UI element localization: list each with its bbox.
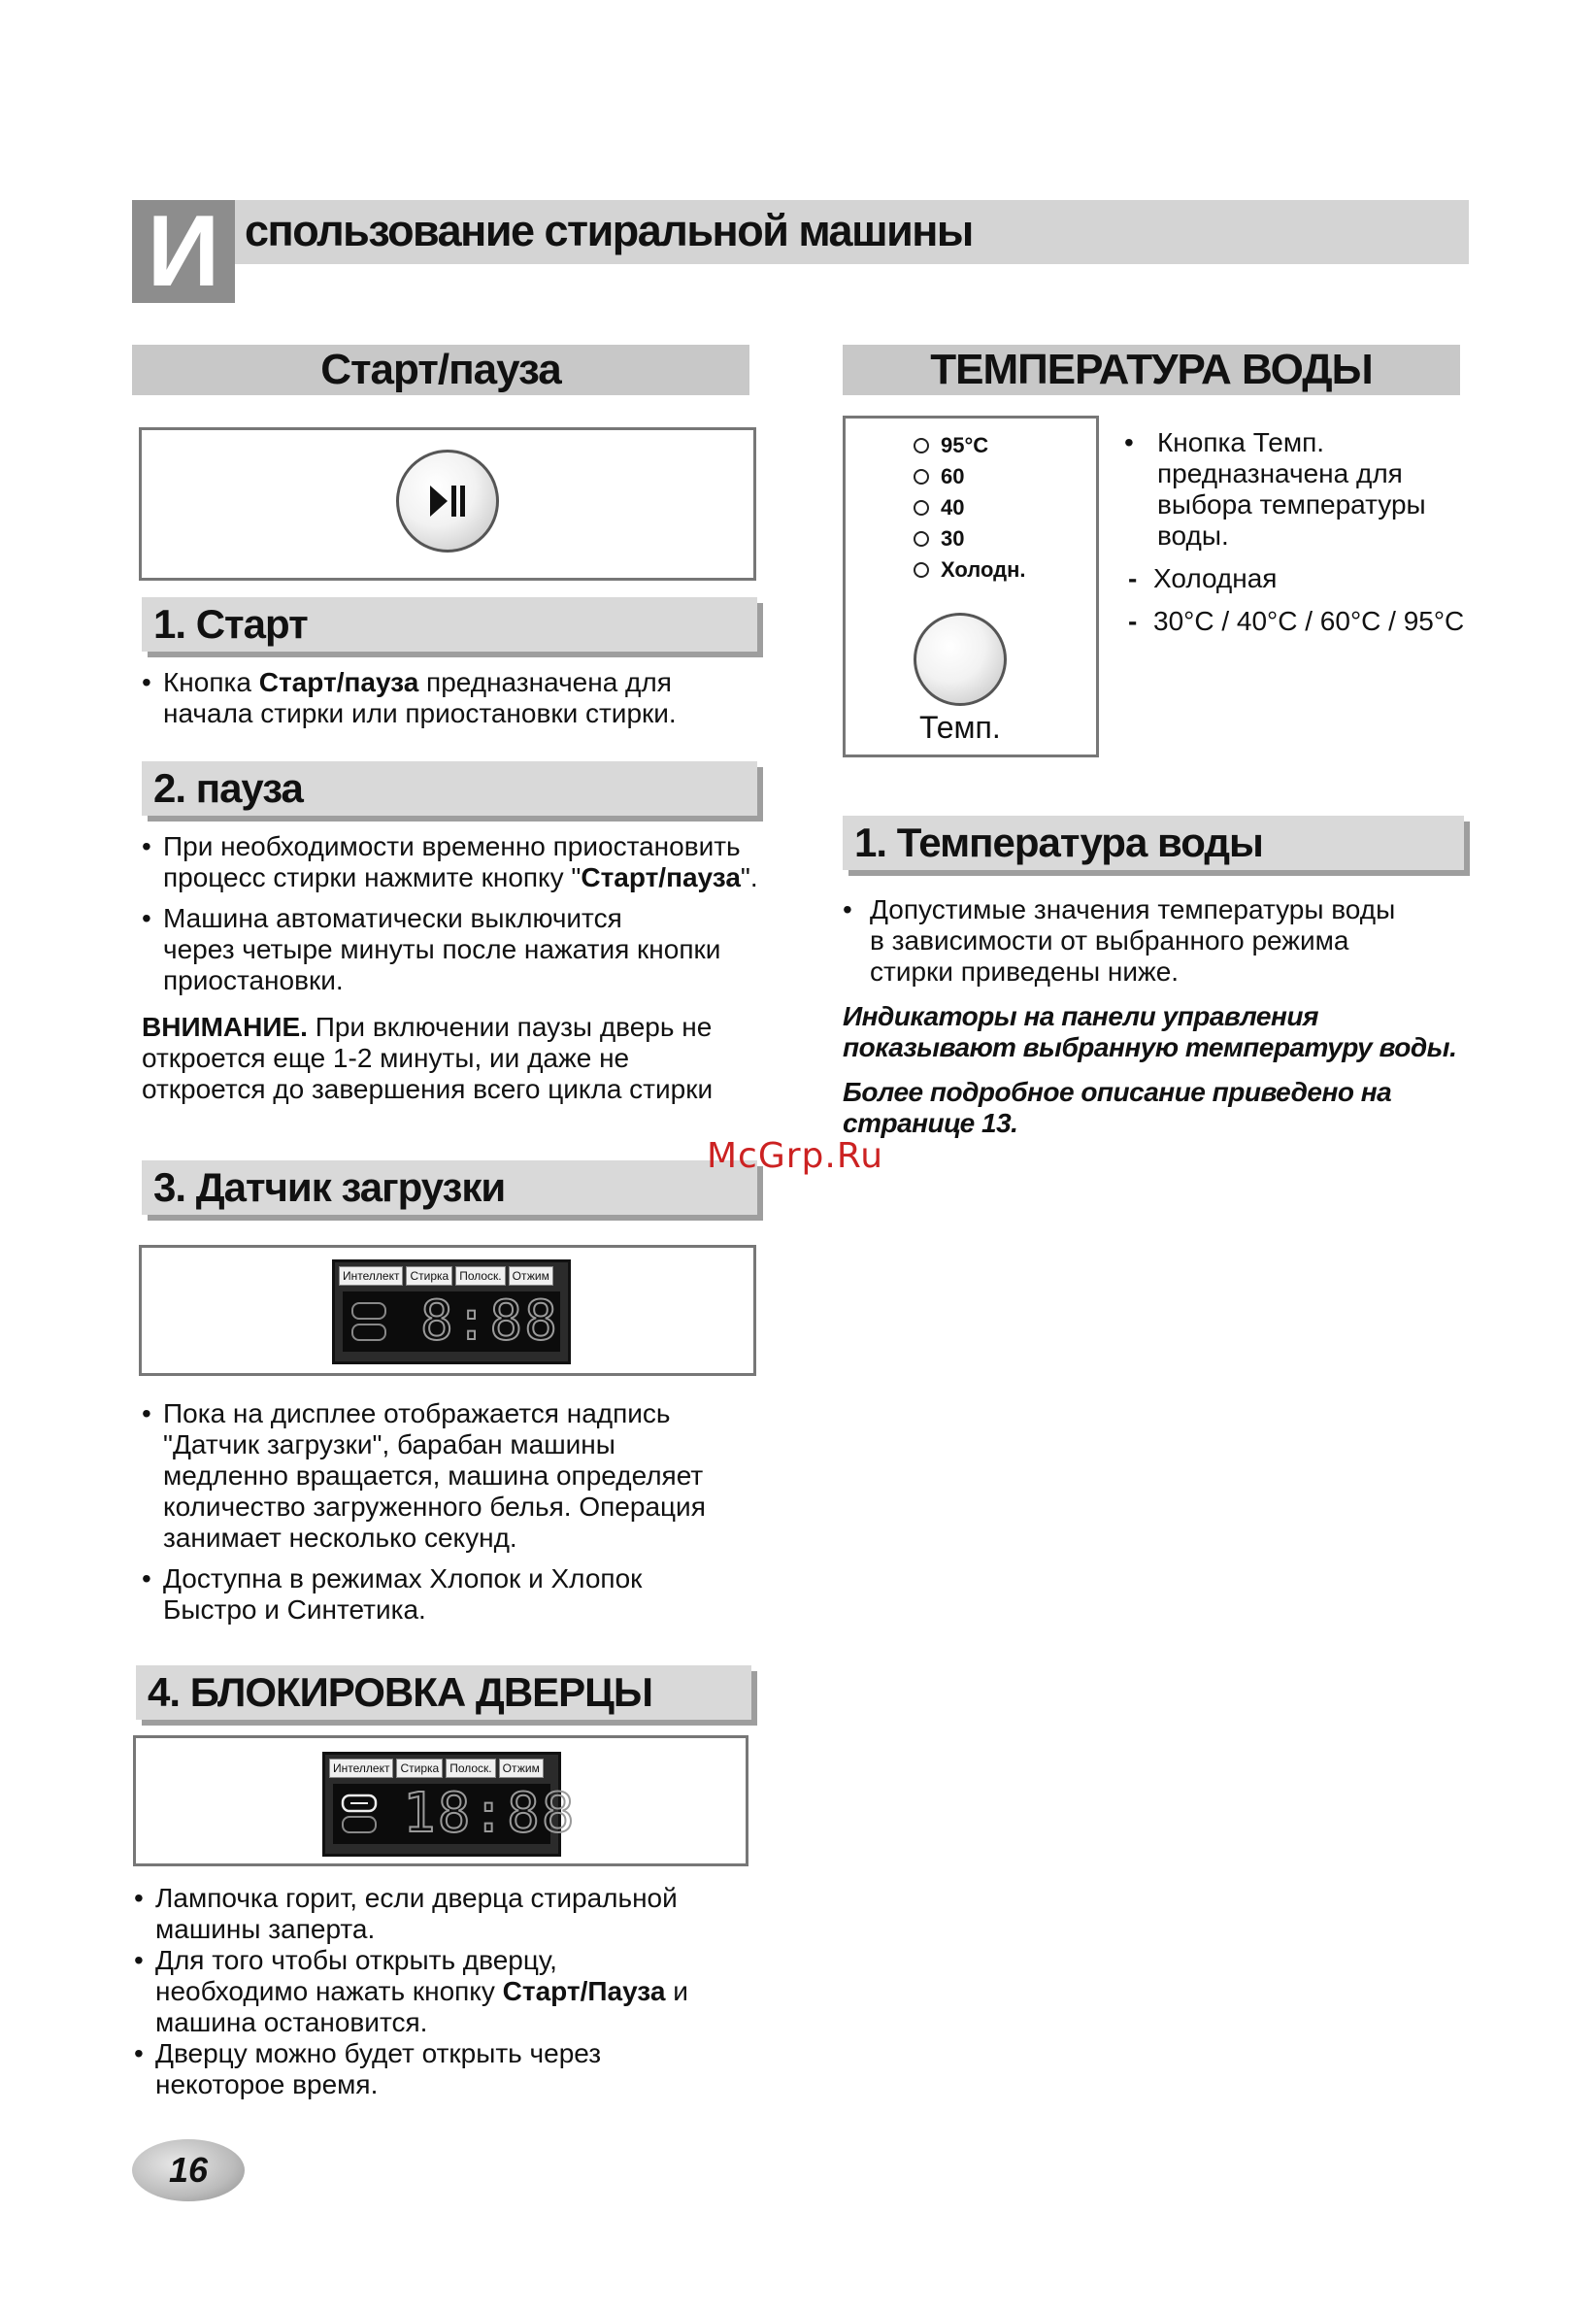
section-water-temp-header <box>843 816 1464 870</box>
temp-label: 40 <box>941 495 965 520</box>
water-temp-header: ТЕМПЕРАТУРА ВОДЫ <box>843 345 1460 395</box>
text: При включении паузы дверь не <box>307 1012 713 1042</box>
door-lock-figure <box>133 1735 748 1866</box>
text: необходимо нажать кнопку <box>155 1976 503 2006</box>
note-indicators <box>843 1001 1483 1063</box>
text: начала стирки или приостановки стирки. <box>163 698 677 728</box>
text: медленно вращается, машина определяет <box>163 1460 704 1491</box>
temp-label: 60 <box>941 464 965 488</box>
list-item <box>142 1398 782 1554</box>
text: Допустимые значения температуры воды <box>870 894 1396 924</box>
lcd-tab-spin: Отжим <box>499 1759 544 1778</box>
text: некоторое время. <box>155 2069 379 2099</box>
lcd-tab-rinse: Полоск. <box>455 1266 505 1286</box>
section-pause-header <box>142 761 757 816</box>
bold-text: Старт/пауза <box>258 667 419 697</box>
text: количество загруженного белья. Операция <box>163 1492 706 1522</box>
lcd-display <box>322 1752 577 1857</box>
text: приостановки. <box>163 965 344 995</box>
text: Машина автоматически выключится <box>163 903 622 933</box>
start-pause-figure <box>139 427 756 581</box>
lcd-tab-spin: Отжим <box>509 1266 553 1286</box>
sensor-figure <box>139 1245 756 1376</box>
lcd-tab-wash: Стирка <box>396 1759 443 1778</box>
lcd-digits: 18:88 <box>403 1782 577 1845</box>
text: воды. <box>1157 520 1229 551</box>
lcd-tab-intellect: Интеллект <box>339 1266 403 1286</box>
list-item <box>1124 427 1474 552</box>
lcd-tabs <box>335 1262 568 1286</box>
page-number: 16 <box>132 2139 245 2201</box>
list-item <box>843 894 1483 988</box>
bold-text: Старт/пауза <box>581 862 741 892</box>
temp-panel-figure <box>843 416 1099 757</box>
lcd-tab-wash: Стирка <box>406 1266 452 1286</box>
warning-note <box>142 1012 782 1105</box>
lcd-tabs <box>325 1755 558 1778</box>
text: предназначена для <box>1157 458 1403 488</box>
text: Для того чтобы открыть дверцу, <box>155 1945 557 1975</box>
text: машина остановится. <box>155 2007 428 2037</box>
text: в зависимости от выбранного режима <box>870 925 1349 956</box>
text: Доступна в режимах Хлопок и Хлопок <box>163 1563 643 1593</box>
list-item: - 30°C / 40°C / 60°C / 95°C <box>1124 606 1474 637</box>
start-pause-header: Старт/пауза <box>132 345 749 395</box>
list-item <box>142 1563 782 1626</box>
text: "Датчик загрузки", барабан машины <box>163 1429 615 1459</box>
list-item <box>134 2038 775 2100</box>
indicator-led-icon <box>914 531 929 547</box>
text: выбора температуры <box>1157 489 1426 520</box>
text: откроется еще 1-2 минуты, ии даже не <box>142 1043 630 1073</box>
lcd-digits: 8:88 <box>420 1290 559 1353</box>
bold-text: Старт/Пауза <box>502 1976 666 2006</box>
section-number: 2. <box>153 765 186 811</box>
indicator-led-icon <box>914 469 929 485</box>
temp-button-label: Темп. <box>919 710 1001 745</box>
temp-options <box>914 430 1025 586</box>
text: показывают выбранную температуру воды. <box>843 1032 1457 1062</box>
text: стирки приведены ниже. <box>870 956 1180 987</box>
lcd-screen <box>333 1782 577 1845</box>
indicator-led-icon <box>914 500 929 516</box>
temp-option <box>914 461 1025 492</box>
list-item <box>142 831 782 893</box>
temp-option <box>914 492 1025 523</box>
list-item: - Холодная <box>1124 563 1474 594</box>
list-item <box>134 1945 775 2038</box>
lock-indicator-icon <box>350 1299 389 1344</box>
temp-option <box>914 430 1025 461</box>
text: странице 13. <box>843 1108 1018 1138</box>
indicator-led-icon <box>914 438 929 453</box>
lcd-screen <box>343 1291 560 1352</box>
start-pause-button[interactable] <box>396 450 499 553</box>
section-sensor-header <box>142 1160 757 1215</box>
section-number: 1. <box>854 820 887 865</box>
text: Лампочка горит, если дверца стиральной <box>155 1883 678 1913</box>
watermark: McGrp.Ru <box>707 1136 884 1176</box>
temp-label: 30 <box>941 526 965 551</box>
page-title: спользование стиральной машины <box>245 206 973 255</box>
text: Более подробное описание приведено на <box>843 1077 1392 1107</box>
text: Индикаторы на панели управления <box>843 1001 1318 1031</box>
lcd-tab-rinse: Полоск. <box>446 1759 495 1778</box>
temp-button-description <box>1124 427 1474 637</box>
list-item <box>134 1883 775 1945</box>
indicator-led-icon <box>914 562 929 578</box>
section-title: Датчик загрузки <box>195 1164 506 1210</box>
text: занимает несколько секунд. <box>163 1523 517 1553</box>
text: При необходимости временно приостановить <box>163 831 741 861</box>
warning-label: ВНИМАНИЕ. <box>142 1012 308 1042</box>
door-lock-description <box>134 1883 775 2100</box>
pause-description <box>142 831 782 1105</box>
lcd-display <box>332 1259 571 1364</box>
text: откроется до завершения всего цикла стирки <box>142 1074 714 1104</box>
section-number: 4. <box>148 1669 181 1715</box>
text: ". <box>740 862 758 892</box>
section-lock-header <box>136 1665 751 1720</box>
sensor-description <box>142 1398 782 1626</box>
list-item <box>142 667 782 729</box>
text: и <box>665 1976 688 2006</box>
text: предназначена для <box>418 667 672 697</box>
section-number: 1. <box>153 601 186 647</box>
door-lock-icon <box>341 1792 380 1836</box>
start-description <box>142 667 782 729</box>
title-initial: И <box>132 200 235 303</box>
water-temp-description <box>843 894 1483 1139</box>
section-title: БЛОКИРОВКА ДВЕРЦЫ <box>189 1669 652 1715</box>
temp-label: 95°C <box>941 433 989 457</box>
text: Кнопка Темп. <box>1157 427 1325 457</box>
section-title: пауза <box>195 765 303 811</box>
text: Пока на дисплее отображается надпись <box>163 1398 671 1428</box>
text: процесс стирки нажмите кнопку " <box>163 862 582 892</box>
list-item <box>142 903 782 996</box>
text: Дверцу можно будет открыть через <box>155 2038 602 2068</box>
temp-option <box>914 523 1025 554</box>
play-pause-icon <box>426 482 469 520</box>
text: через четыре минуты после нажатия кнопки <box>163 934 721 964</box>
lcd-tab-intellect: Интеллект <box>329 1759 393 1778</box>
text: Кнопка <box>163 667 259 697</box>
section-title: Старт <box>195 601 308 647</box>
temp-option <box>914 554 1025 586</box>
section-number: 3. <box>153 1164 186 1210</box>
temp-button[interactable] <box>914 613 1007 706</box>
note-more-info <box>843 1077 1483 1139</box>
text: Быстро и Синтетика. <box>163 1594 426 1625</box>
section-start-header <box>142 597 757 652</box>
section-title: Температура воды <box>896 820 1263 865</box>
text: машины заперта. <box>155 1914 376 1944</box>
temp-label: Холодн. <box>941 557 1026 582</box>
